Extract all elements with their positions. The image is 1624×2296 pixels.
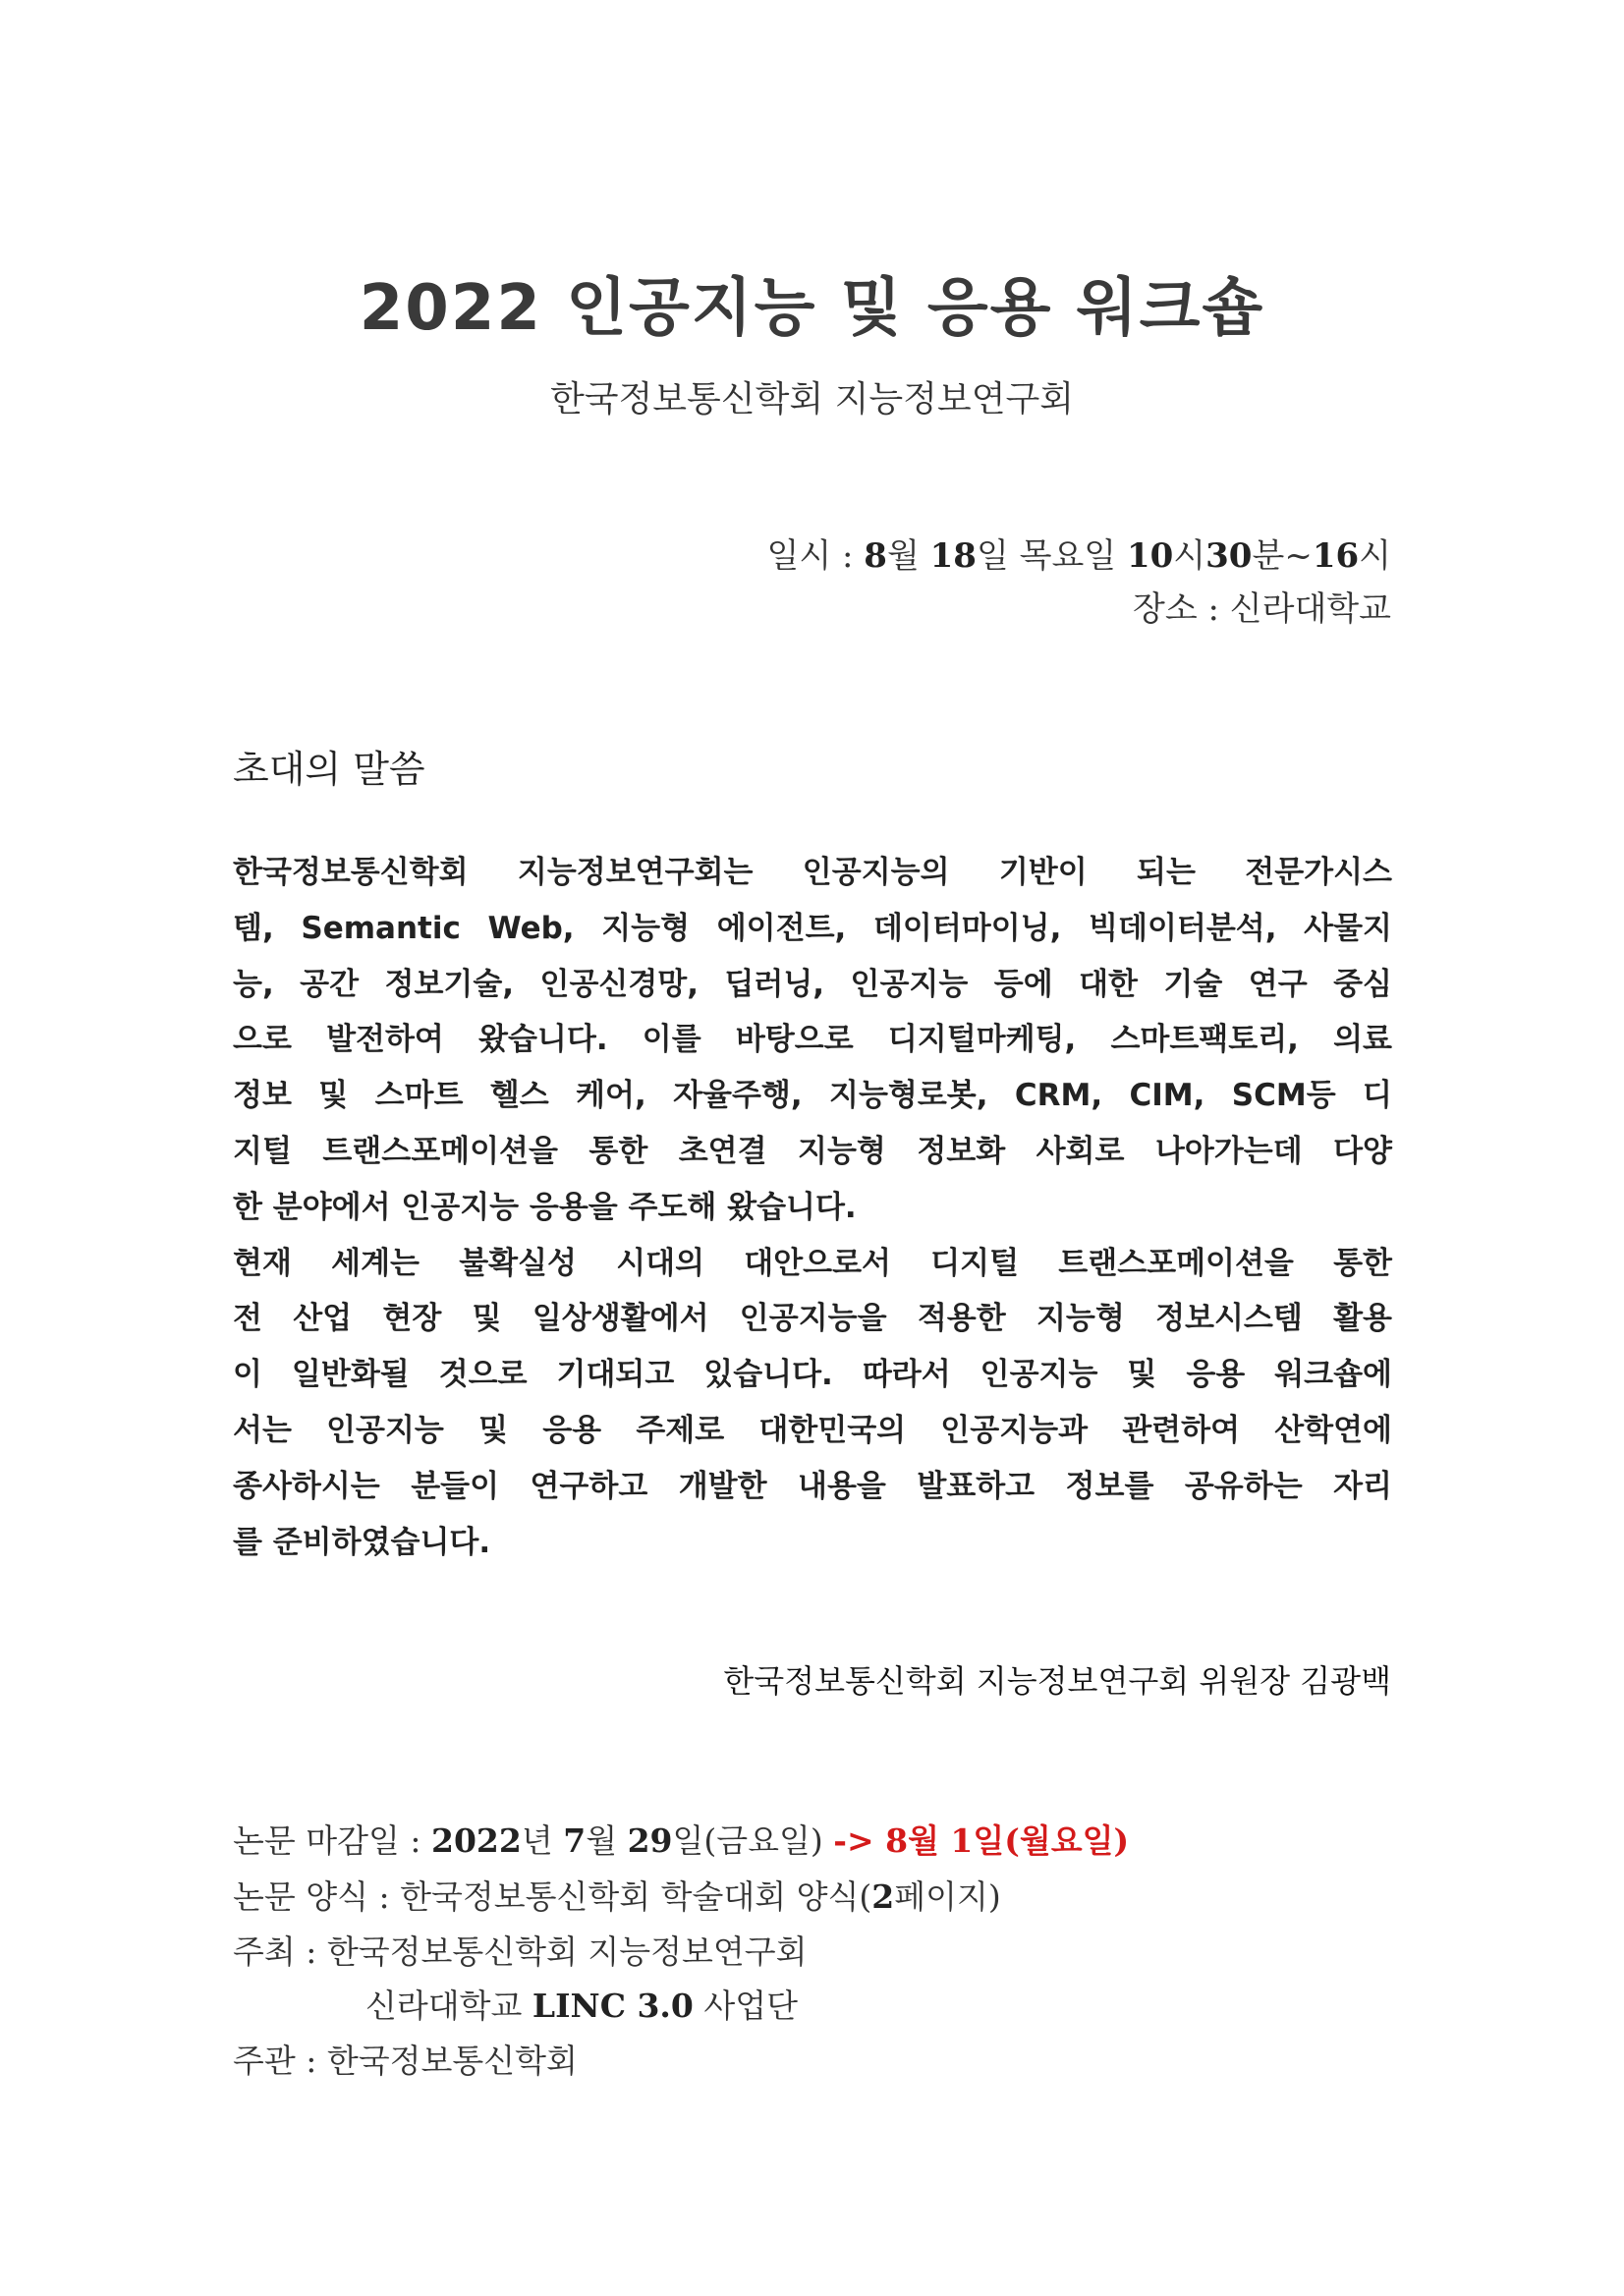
invitation-line: 를 준비하였습니다. [233,1524,491,1560]
organizer-label: 주관 : [233,2042,327,2080]
host-line-1 [233,1927,808,1973]
paper-deadline-label: 논문 마감일 : [233,1821,431,1860]
event-place-value: 신라대학교 [1229,589,1391,629]
paper-format-pages: 2 [871,1877,895,1916]
event-place [1133,582,1391,630]
event-date-day-unit: 일 목요일 [976,536,1127,576]
deadline-year-num: 2022 [430,1821,522,1860]
paper-format-label: 논문 양식 : [233,1877,401,1916]
host-value-2-program: LINC 3.0 [532,1987,694,2025]
host-value-2-unit: 사업단 [693,1987,798,2025]
event-start-hour: 10 [1126,536,1174,576]
paper-deadline-changed: -> 8월 1일(월요일) [833,1821,1130,1860]
invitation-line: 지털 트랜스포메이션을 통한 초연결 지능형 정보화 사회로 나아가는데 다양 [233,1133,1392,1169]
invitation-line: 템, Semantic Web, 지능형 에이전트, 데이터마이닝, 빅데이터분석, 사물지 [233,910,1392,946]
organizer-value: 한국정보통신학회 [326,2042,578,2080]
invitation-line: 능, 공간 정보기술, 인공신경망, 딥러닝, 인공지능 등에 대한 기술 연구 중심 [233,966,1392,1002]
deadline-year-unit: 년 [521,1821,564,1860]
event-place-label: 장소 : [1133,589,1230,629]
deadline-month-unit: 월 [586,1821,628,1860]
invitation-line: 으로 발전하여 왔습니다. 이를 바탕으로 디지털마케팅, 스마트팩토리, 의료 [233,1022,1392,1058]
event-hour-unit: 시 [1173,536,1206,576]
page-subtitle: 한국정보통신학회 지능정보연구회 [549,379,1075,420]
invitation-line: 한국정보통신학회 지능정보연구회는 인공지능의 기반이 되는 전문가시스 [233,855,1392,890]
event-end-hour-unit: 시 [1359,536,1391,576]
event-end-hour: 16 [1312,536,1360,576]
host-value-1: 한국정보통신학회 지능정보연구회 [326,1932,808,1971]
event-date-month-num: 8 [864,536,887,576]
invitation-line: 종사하시는 분들이 연구하고 개발한 내용을 발표하고 정보를 공유하는 자리 [233,1468,1392,1504]
invitation-heading: 초대의 말씀 [233,748,425,791]
event-date-day-num: 18 [929,536,977,576]
invitation-line: 정보 및 스마트 헬스 케어, 자율주행, 지능형로봇, CRM, CIM, SCM등 디 [233,1078,1392,1114]
deadline-day-num: 29 [627,1821,673,1860]
invitation-line: 이 일반화될 것으로 기대되고 있습니다. 따라서 인공지능 및 응용 워크숍에 [233,1357,1392,1393]
paper-format-pages-unit: 페이지) [894,1877,1001,1916]
paper-deadline [233,1816,1129,1862]
invitation-body [233,845,1392,1570]
host-line-2 [365,1981,798,2027]
invitation-line: 서는 인공지능 및 응용 주제로 대한민국의 인공지능과 관련하여 산학연에 [233,1412,1392,1448]
event-date [767,529,1391,577]
page-title: 2022 인공지능 및 응용 워크숍 [359,272,1265,345]
organizer-line [233,2036,578,2082]
deadline-month-num: 7 [563,1821,587,1860]
paper-format-value: 한국정보통신학회 학술대회 양식( [400,1877,872,1916]
paper-format [233,1872,1001,1918]
event-minute-unit: 분~ [1252,536,1313,576]
event-start-minute: 30 [1205,536,1253,576]
invitation-line: 현재 세계는 불확실성 시대의 대안으로서 디지털 트랜스포메이션을 통한 [233,1245,1392,1281]
event-date-month-unit: 월 [886,536,930,576]
signature: 한국정보통신학회 지능정보연구회 위원장 김광백 [723,1662,1391,1700]
deadline-day-unit: 일(금요일) [672,1821,834,1860]
host-value-2-name: 신라대학교 [365,1987,532,2025]
invitation-line: 한 분야에서 인공지능 응용을 주도해 왔습니다. [233,1189,857,1225]
event-date-label: 일시 : [766,536,865,576]
invitation-line: 전 산업 현장 및 일상생활에서 인공지능을 적용한 지능형 정보시스템 활용 [233,1301,1392,1337]
host-label: 주최 : [233,1932,327,1971]
